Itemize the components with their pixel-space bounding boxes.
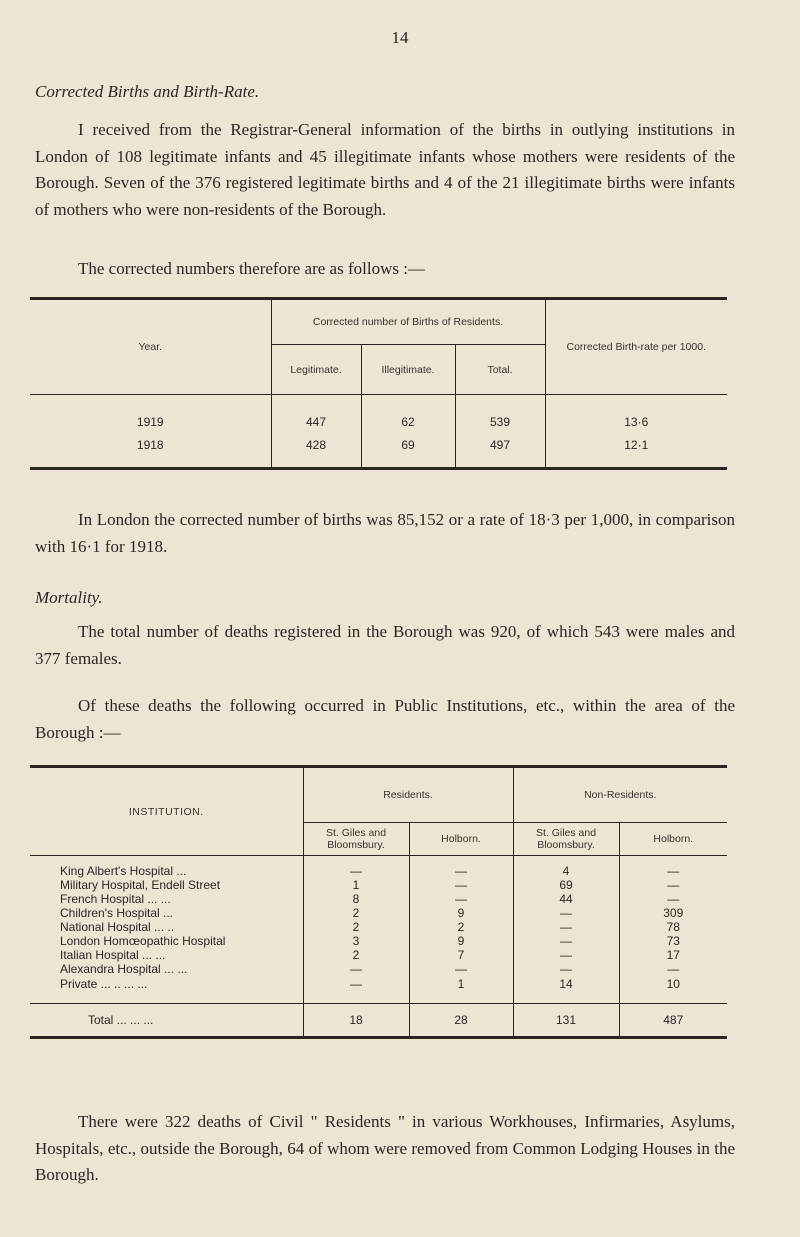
institution-name: Private ... .. ... ... bbox=[60, 976, 148, 991]
res-stgiles-cell: — bbox=[303, 864, 409, 878]
illegitimate-header: Illegitimate. bbox=[361, 345, 455, 395]
nonres-stgiles-cell: 69 bbox=[513, 878, 619, 892]
table-row bbox=[30, 429, 727, 469]
total-nonres-holborn: 487 bbox=[619, 1004, 727, 1038]
res-stgiles-cell: 2 bbox=[303, 948, 409, 962]
nonres-stgiles-cell: — bbox=[513, 962, 619, 976]
res-holborn-cell: — bbox=[409, 892, 513, 906]
institution-header: INSTITUTION. bbox=[30, 767, 303, 856]
table-row bbox=[30, 948, 727, 962]
births-group-header: Corrected number of Births of Residents. bbox=[271, 299, 545, 345]
residents-header: Residents. bbox=[303, 767, 513, 823]
nonres-stgiles-cell: — bbox=[513, 948, 619, 962]
institution-name: Alexandra Hospital ... ... bbox=[60, 961, 188, 976]
institution-name: Military Hospital, Endell Street bbox=[60, 877, 221, 892]
res-holborn-cell: — bbox=[409, 962, 513, 976]
year-cell: 1918 bbox=[136, 437, 164, 452]
institution-name: Italian Hospital ... ... bbox=[60, 947, 166, 962]
table-row bbox=[30, 878, 727, 892]
res-stgiles-cell: 1 bbox=[303, 878, 409, 892]
nonres-stgiles-header: St. Giles and Bloomsbury. bbox=[513, 823, 619, 856]
nonres-holborn-cell: 78 bbox=[619, 920, 727, 934]
res-holborn-header: Holborn. bbox=[409, 823, 513, 856]
nonres-stgiles-cell: 44 bbox=[513, 892, 619, 906]
institution-name: Children's Hospital ... bbox=[60, 905, 174, 920]
institution-name: National Hospital ... .. bbox=[60, 919, 175, 934]
legit-cell: 447 bbox=[271, 395, 361, 429]
illegit-cell: 62 bbox=[361, 395, 455, 429]
table-row bbox=[30, 892, 727, 906]
total-nonres-stgiles: 131 bbox=[513, 1004, 619, 1038]
nonres-stgiles-cell: 4 bbox=[513, 864, 619, 878]
res-stgiles-cell: — bbox=[303, 976, 409, 992]
rate-cell: 12·1 bbox=[545, 429, 727, 469]
nonres-holborn-cell: — bbox=[619, 962, 727, 976]
illegit-cell: 69 bbox=[361, 429, 455, 469]
res-stgiles-cell: — bbox=[303, 962, 409, 976]
rate-cell: 13·6 bbox=[545, 395, 727, 429]
births-table bbox=[30, 297, 727, 470]
deaths-paragraph: The total number of deaths registered in the Borough was 920, of which 543 were males and 377 females. bbox=[35, 622, 735, 668]
res-holborn-cell: 1 bbox=[409, 976, 513, 992]
institutions-intro: Of these deaths the following occurred in Public Institutions, etc., within the area of the Borough :— bbox=[35, 696, 735, 742]
res-holborn-cell: 9 bbox=[409, 934, 513, 948]
res-holborn-cell: — bbox=[409, 864, 513, 878]
births-paragraph: I received from the Registrar-General information of the births in outlying institutions in London of 108 legitimate infants and 45 illegitimate infants whose mothers were residents of the Borough. Seven of the 376 registered legitimate births and 4 of the 21 illegitimate births were infants of mothers who were non-residents of the Borough. bbox=[35, 120, 735, 219]
table-row bbox=[30, 962, 727, 976]
total-header: Total. bbox=[455, 345, 545, 395]
table-row bbox=[30, 976, 727, 992]
nonres-stgiles-cell: — bbox=[513, 920, 619, 934]
table-row bbox=[30, 864, 727, 878]
corrected-intro: The corrected numbers therefore are as follows :— bbox=[78, 259, 425, 278]
nonres-stgiles-cell: — bbox=[513, 906, 619, 920]
res-holborn-cell: 2 bbox=[409, 920, 513, 934]
res-stgiles-cell: 3 bbox=[303, 934, 409, 948]
births-heading: Corrected Births and Birth-Rate. bbox=[35, 82, 260, 101]
res-holborn-cell: — bbox=[409, 878, 513, 892]
legitimate-header: Legitimate. bbox=[271, 345, 361, 395]
year-cell: 1919 bbox=[136, 414, 164, 429]
civil-residents-paragraph: There were 322 deaths of Civil " Residents " in various Workhouses, Infirmaries, Asylums, Hospitals, etc., outside the Borough, 64 of whom were removed from Common Lodging Houses in the Borough. bbox=[35, 1112, 735, 1184]
res-holborn-cell: 7 bbox=[409, 948, 513, 962]
table-row bbox=[30, 934, 727, 948]
non-residents-header: Non-Residents. bbox=[513, 767, 727, 823]
res-stgiles-header: St. Giles and Bloomsbury. bbox=[303, 823, 409, 856]
birth-rate-header: Corrected Birth-rate per 1000. bbox=[545, 299, 727, 395]
total-cell: 497 bbox=[455, 429, 545, 469]
nonres-holborn-cell: — bbox=[619, 864, 727, 878]
nonres-holborn-cell: 73 bbox=[619, 934, 727, 948]
res-holborn-cell: 9 bbox=[409, 906, 513, 920]
page-number: 14 bbox=[391, 28, 409, 47]
nonres-holborn-cell: 17 bbox=[619, 948, 727, 962]
institutions-table bbox=[30, 765, 727, 1039]
table-row bbox=[30, 920, 727, 934]
res-stgiles-cell: 2 bbox=[303, 906, 409, 920]
nonres-holborn-cell: 10 bbox=[619, 976, 727, 992]
year-header: Year. bbox=[30, 299, 271, 395]
nonres-holborn-header: Holborn. bbox=[619, 823, 727, 856]
institution-name: King Albert's Hospital ... bbox=[60, 863, 187, 878]
nonres-holborn-cell: — bbox=[619, 892, 727, 906]
table-row bbox=[30, 906, 727, 920]
res-stgiles-cell: 2 bbox=[303, 920, 409, 934]
nonres-stgiles-cell: — bbox=[513, 934, 619, 948]
res-stgiles-cell: 8 bbox=[303, 892, 409, 906]
nonres-holborn-cell: 309 bbox=[619, 906, 727, 920]
total-row bbox=[30, 1004, 727, 1038]
total-res-holborn: 28 bbox=[409, 1004, 513, 1038]
total-res-stgiles: 18 bbox=[303, 1004, 409, 1038]
institution-name: London Homœopathic Hospital bbox=[60, 933, 226, 948]
london-births-paragraph: In London the corrected number of births was 85,152 or a rate of 18·3 per 1,000, in comparison with 16·1 for 1918. bbox=[35, 510, 735, 556]
total-label: Total ... ... ... bbox=[88, 1013, 154, 1027]
nonres-stgiles-cell: 14 bbox=[513, 976, 619, 992]
total-cell: 539 bbox=[455, 395, 545, 429]
legit-cell: 428 bbox=[271, 429, 361, 469]
nonres-holborn-cell: — bbox=[619, 878, 727, 892]
table-row bbox=[30, 395, 727, 429]
institution-name: French Hospital ... ... bbox=[60, 891, 171, 906]
mortality-heading: Mortality. bbox=[35, 588, 103, 607]
